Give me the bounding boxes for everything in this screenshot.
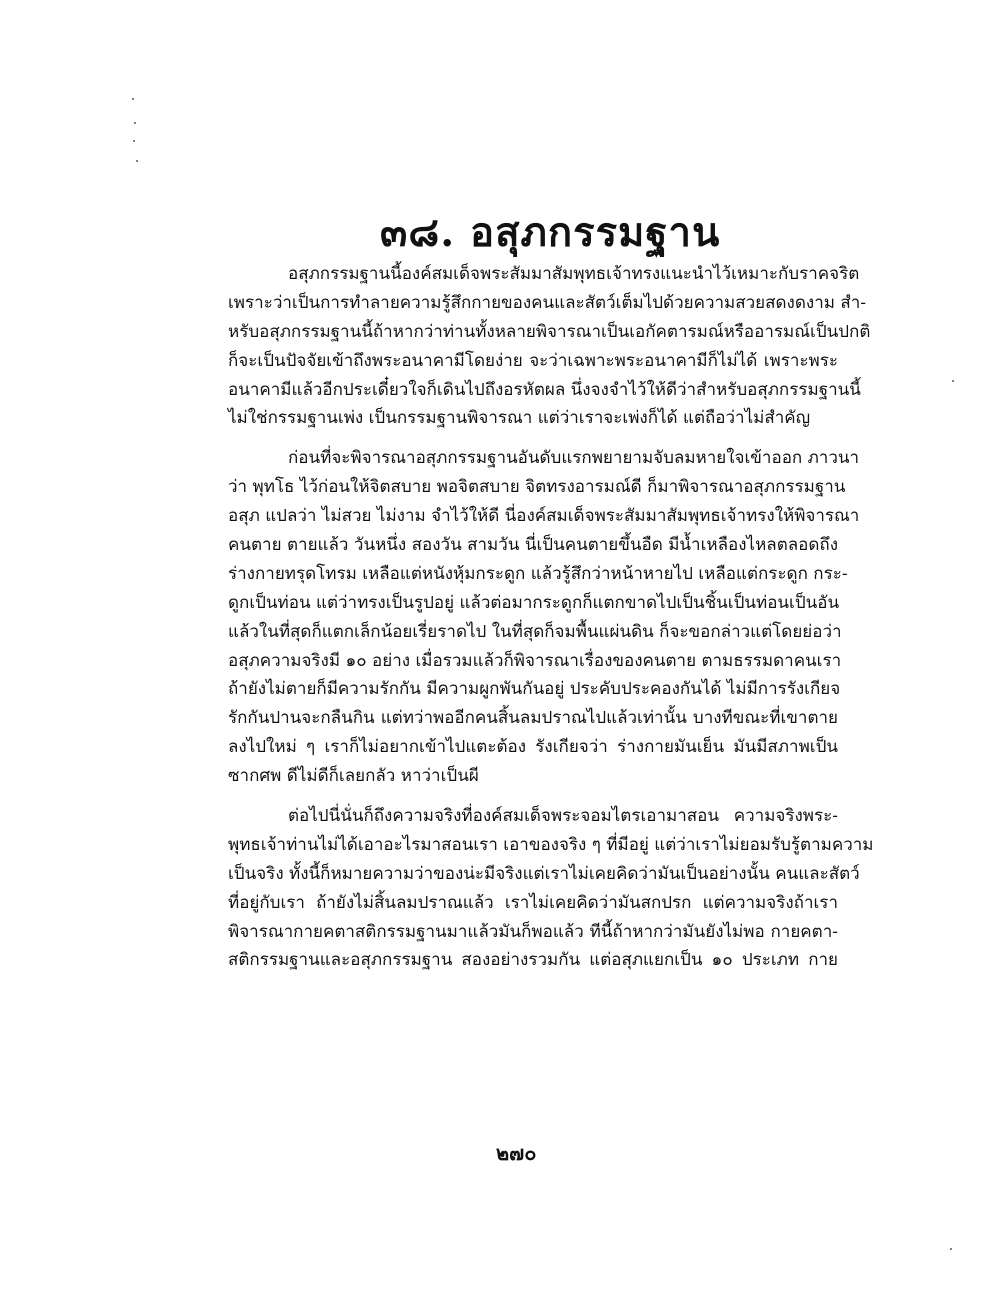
text-line: ไม่ใช่กรรมฐานเพ่ง เป็นกรรมฐานพิจารณา แต่ว่าเราจะเพ่งก็ได้ แต่ถือว่าไม่สำคัญ — [228, 408, 811, 429]
text-line: ว่า พุทโธ ไว้ก่อนให้จิตสบาย พอจิตสบาย จิตทรงอารมณ์ดี ก็มาพิจารณาอสุภกรรมฐาน — [228, 477, 846, 498]
paragraph-2 — [228, 444, 860, 791]
text-line: ก่อนที่จะพิจารณาอสุภกรรมฐานอันดับแรกพยายามจับลมหายใจเข้าออก ภาวนา — [288, 448, 860, 469]
text-line: เป็นจริง ทั้งนี้ก็หมายความว่าของน่ะมีจริงแต่เราไม่เคยคิดว่ามันเป็นอย่างนั้น คนและสัตว์ — [228, 863, 860, 884]
text-line: ต่อไปนี่นั่นก็ถึงความจริงที่องค์สมเด็จพระจอมไตรเอามาสอน ความจริงพระ- — [288, 806, 838, 827]
paragraph-1 — [228, 260, 871, 433]
scan-speck — [133, 140, 135, 142]
text-line: ถ้ายังไม่ตายก็มีความรักกัน มีความผูกพันกันอยู่ ประคับประคองกันได้ ไม่มีการรังเกียจ — [228, 679, 841, 700]
text-line: สติกรรมฐานและอสุภกรรมฐาน สองอย่างรวมกัน แต่อสุภแยกเป็น ๑๐ ประเภท กาย — [228, 950, 838, 971]
text-line: เพราะว่าเป็นการทำลายความรู้สึกกายของคนและสัตว์เต็มไปด้วยความสวยสดงดงาม สำ- — [228, 292, 867, 313]
scan-speck — [134, 122, 136, 124]
scan-speck — [132, 98, 134, 100]
text-line: อสุภความจริงมี ๑๐ อย่าง เมื่อรวมแล้วก็พิจารณาเรื่องของคนตาย ตามธรรมดาคนเรา — [228, 650, 842, 671]
text-line: พิจารณากายคตาสติกรรมฐานมาแล้วมันก็พอแล้ว ทีนี้ถ้าหากว่ามันยังไม่พอ กายคตา- — [228, 921, 838, 942]
page-number: ๒๗๐ — [496, 1141, 537, 1165]
text-line: แล้วในที่สุดก็แตกเล็กน้อยเรี่ยราดไป ในที่สุดก็จมพื้นแผ่นดิน ก็จะขอกล่าวแต่โดยย่อว่า — [228, 621, 842, 642]
text-line: พุทธเจ้าท่านไม่ได้เอาอะไรมาสอนเรา เอาของจริง ๆ ที่มีอยู่ แต่ว่าเราไม่ยอมรับรู้ตามความ — [228, 834, 874, 855]
text-line: คนตาย ตายแล้ว วันหนึ่ง สองวัน สามวัน นี่เป็นคนตายขึ้นอืด มีน้ำเหลืองไหลตลอดถึง — [228, 535, 838, 556]
body-text — [228, 260, 874, 986]
text-line: ร่างกายทรุดโทรม เหลือแต่หนังหุ้มกระดูก แล้วรู้สึกว่าหน้าหายไป เหลือแต่กระดูก กระ- — [228, 563, 848, 584]
text-line: ก็จะเป็นปัจจัยเข้าถึงพระอนาคามีโดยง่าย จะว่าเฉพาะพระอนาคามีก็ไม่ได้ เพราะพระ — [228, 350, 838, 371]
paragraph-3 — [228, 802, 874, 975]
text-line: ลงไปใหม่ ๆ เราก็ไม่อยากเข้าไปแตะต้อง รังเกียจว่า ร่างกายมันเย็น มันมีสภาพเป็น — [228, 737, 838, 758]
text-line: หรับอสุภกรรมฐานนี้ถ้าหากว่าท่านทั้งหลายพิจารณาเป็นเอกัคตารมณ์หรืออารมณ์เป็นปกติ — [228, 321, 871, 342]
scan-speck — [950, 1248, 952, 1250]
text-line: ซากศพ ดีไม่ดีก็เลยกลัว หาว่าเป็นผี — [228, 766, 479, 787]
scan-speck — [952, 380, 954, 382]
text-line: อสุภ แปลว่า ไม่สวย ไม่งาม จำไว้ให้ดี นี่องค์สมเด็จพระสัมมาสัมพุทธเจ้าทรงให้พิจารณา — [228, 506, 860, 527]
chapter-title: ๓๘. อสุภกรรมฐาน — [380, 209, 721, 256]
text-line: รักกันปานจะกลืนกิน แต่ทว่าพออีกคนสิ้นลมปราณไปแล้วเท่านั้น บางทีขณะที่เขาตาย — [228, 708, 838, 729]
text-line: อสุภกรรมฐานนี้องค์สมเด็จพระสัมมาสัมพุทธเจ้าทรงแนะนำไว้เหมาะกับราคจริต — [288, 264, 860, 284]
text-line: อนาคามีแล้วอีกประเดี๋ยวใจก็เดินไปถึงอรหัตผล นึ่งจงจำไว้ให้ดีว่าสำหรับอสุภกรรมฐานนี้ — [228, 379, 861, 400]
text-line: ที่อยู่กับเรา ถ้ายังไม่สิ้นลมปราณแล้ว เราไม่เคยคิดว่ามันสกปรก แต่ความจริงถ้าเรา — [228, 892, 838, 913]
scan-speck — [136, 160, 138, 162]
text-line: ดูกเป็นท่อน แต่ว่าทรงเป็นรูปอยู่ แล้วต่อมากระดูกก็แตกขาดไปเป็นชิ้นเป็นท่อนเป็นอัน — [228, 592, 840, 613]
